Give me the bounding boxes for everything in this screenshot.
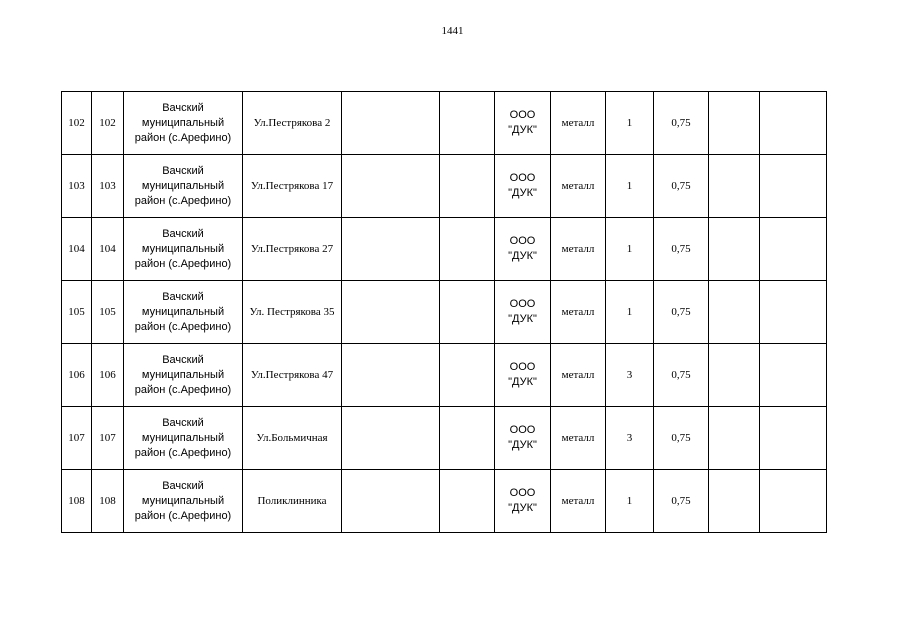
district-cell-line: Вачский <box>162 227 204 240</box>
material-cell: металл <box>551 218 606 281</box>
operator-cell <box>495 92 551 155</box>
operator-cell-line: ООО <box>509 424 536 436</box>
count-cell: 3 <box>606 344 654 407</box>
row-number-cell: 105 <box>62 281 92 344</box>
operator-cell-line: ООО <box>509 109 536 121</box>
district-cell <box>124 155 243 218</box>
table-row <box>62 344 827 407</box>
material-cell: металл <box>551 281 606 344</box>
empty-cell <box>760 155 827 218</box>
row-number-cell: 104 <box>62 218 92 281</box>
empty-cell <box>440 218 495 281</box>
empty-cell <box>709 470 760 533</box>
empty-cell <box>342 92 440 155</box>
volume-cell: 0,75 <box>654 344 709 407</box>
district-cell <box>124 470 243 533</box>
row-id-cell: 106 <box>92 344 124 407</box>
district-cell-line: район (с.Арефино) <box>134 320 232 333</box>
district-cell-line: муниципальный <box>141 242 225 255</box>
empty-cell <box>709 344 760 407</box>
empty-cell <box>440 407 495 470</box>
district-cell-line: Вачский <box>162 290 204 303</box>
row-number-cell: 107 <box>62 407 92 470</box>
operator-cell-line: "ДУК" <box>508 376 537 388</box>
district-cell-line: Вачский <box>162 416 204 429</box>
empty-cell <box>709 218 760 281</box>
operator-cell-line: "ДУК" <box>508 502 537 514</box>
empty-cell <box>760 344 827 407</box>
row-number-cell: 103 <box>62 155 92 218</box>
operator-cell-line: "ДУК" <box>508 250 537 262</box>
registry-table <box>61 91 827 533</box>
operator-cell-line: ООО <box>509 361 536 373</box>
count-cell: 1 <box>606 155 654 218</box>
empty-cell <box>342 218 440 281</box>
operator-cell-line: ООО <box>509 235 536 247</box>
district-cell <box>124 281 243 344</box>
district-cell-line: район (с.Арефино) <box>134 131 232 144</box>
address-cell: Ул.Пестрякова 17 <box>243 155 342 218</box>
volume-cell: 0,75 <box>654 281 709 344</box>
district-cell-line: муниципальный <box>141 305 225 318</box>
empty-cell <box>760 92 827 155</box>
district-cell <box>124 344 243 407</box>
table-body <box>62 92 827 533</box>
empty-cell <box>709 92 760 155</box>
row-id-cell: 108 <box>92 470 124 533</box>
table-row <box>62 92 827 155</box>
empty-cell <box>342 344 440 407</box>
table-row <box>62 407 827 470</box>
empty-cell <box>440 92 495 155</box>
empty-cell <box>342 407 440 470</box>
row-number-cell: 102 <box>62 92 92 155</box>
operator-cell <box>495 407 551 470</box>
district-cell <box>124 218 243 281</box>
district-cell-line: муниципальный <box>141 368 225 381</box>
empty-cell <box>709 281 760 344</box>
operator-cell <box>495 281 551 344</box>
empty-cell <box>709 155 760 218</box>
table-row <box>62 281 827 344</box>
material-cell: металл <box>551 155 606 218</box>
empty-cell <box>342 155 440 218</box>
district-cell-line: район (с.Арефино) <box>134 194 232 207</box>
district-cell-line: Вачский <box>162 101 204 114</box>
district-cell-line: Вачский <box>162 479 204 492</box>
row-id-cell: 104 <box>92 218 124 281</box>
district-cell-line: район (с.Арефино) <box>134 446 232 459</box>
district-cell-line: Вачский <box>162 353 204 366</box>
address-cell: Ул. Пестрякова 35 <box>243 281 342 344</box>
volume-cell: 0,75 <box>654 92 709 155</box>
table-row <box>62 155 827 218</box>
row-number-cell: 108 <box>62 470 92 533</box>
district-cell-line: район (с.Арефино) <box>134 257 232 270</box>
district-cell-line: муниципальный <box>141 494 225 507</box>
empty-cell <box>440 281 495 344</box>
material-cell: металл <box>551 407 606 470</box>
volume-cell: 0,75 <box>654 218 709 281</box>
volume-cell: 0,75 <box>654 155 709 218</box>
empty-cell <box>440 470 495 533</box>
address-cell: Поликлинника <box>243 470 342 533</box>
page-number: 1441 <box>441 25 464 37</box>
empty-cell <box>760 281 827 344</box>
empty-cell <box>440 344 495 407</box>
empty-cell <box>709 407 760 470</box>
count-cell: 1 <box>606 470 654 533</box>
operator-cell <box>495 218 551 281</box>
operator-cell <box>495 344 551 407</box>
row-id-cell: 103 <box>92 155 124 218</box>
operator-cell-line: ООО <box>509 298 536 310</box>
operator-cell <box>495 470 551 533</box>
empty-cell <box>760 470 827 533</box>
count-cell: 1 <box>606 281 654 344</box>
district-cell-line: Вачский <box>162 164 204 177</box>
operator-cell-line: ООО <box>509 487 536 499</box>
district-cell-line: район (с.Арефино) <box>134 383 232 396</box>
row-number-cell: 106 <box>62 344 92 407</box>
empty-cell <box>760 407 827 470</box>
district-cell <box>124 92 243 155</box>
address-cell: Ул.Пестрякова 2 <box>243 92 342 155</box>
operator-cell-line: "ДУК" <box>508 124 537 136</box>
district-cell <box>124 407 243 470</box>
operator-cell-line: "ДУК" <box>508 439 537 451</box>
table-row <box>62 470 827 533</box>
address-cell: Ул.Больмичная <box>243 407 342 470</box>
volume-cell: 0,75 <box>654 407 709 470</box>
empty-cell <box>342 470 440 533</box>
table-row <box>62 218 827 281</box>
row-id-cell: 105 <box>92 281 124 344</box>
district-cell-line: район (с.Арефино) <box>134 509 232 522</box>
row-id-cell: 107 <box>92 407 124 470</box>
operator-cell-line: "ДУК" <box>508 187 537 199</box>
count-cell: 1 <box>606 92 654 155</box>
operator-cell-line: "ДУК" <box>508 313 537 325</box>
district-cell-line: муниципальный <box>141 179 225 192</box>
count-cell: 1 <box>606 218 654 281</box>
volume-cell: 0,75 <box>654 470 709 533</box>
district-cell-line: муниципальный <box>141 116 225 129</box>
material-cell: металл <box>551 344 606 407</box>
count-cell: 3 <box>606 407 654 470</box>
operator-cell-line: ООО <box>509 172 536 184</box>
address-cell: Ул.Пестрякова 27 <box>243 218 342 281</box>
empty-cell <box>760 218 827 281</box>
address-cell: Ул.Пестрякова 47 <box>243 344 342 407</box>
row-id-cell: 102 <box>92 92 124 155</box>
district-cell-line: муниципальный <box>141 431 225 444</box>
material-cell: металл <box>551 92 606 155</box>
empty-cell <box>342 281 440 344</box>
empty-cell <box>440 155 495 218</box>
material-cell: металл <box>551 470 606 533</box>
operator-cell <box>495 155 551 218</box>
